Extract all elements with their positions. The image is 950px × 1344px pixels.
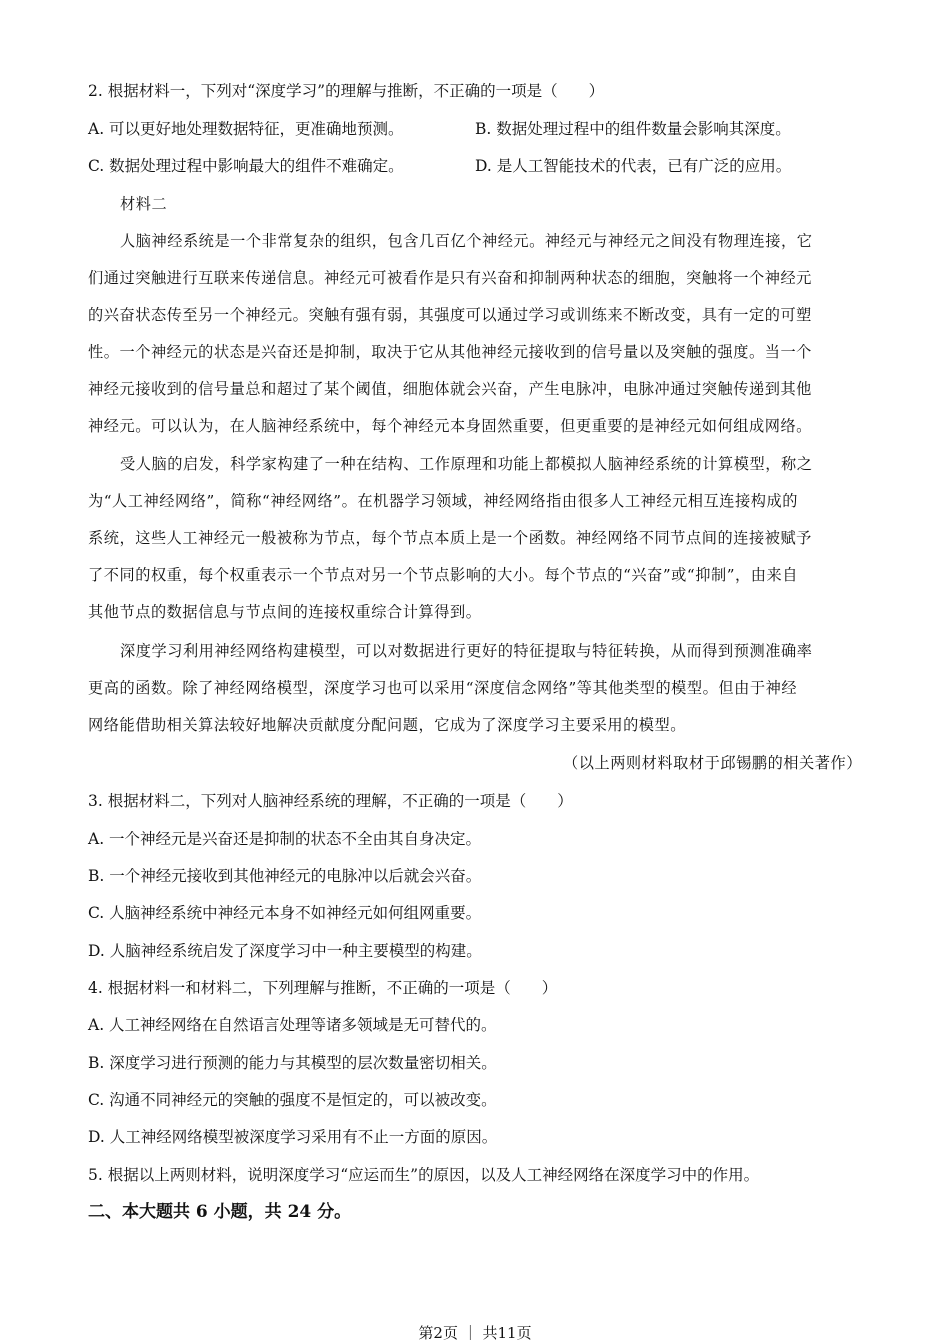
- paragraph-line: 了不同的权重，每个权重表示一个节点对另一个节点影响的大小。每个节点的“兴奋”或“抑制”，由来自: [88, 566, 798, 584]
- page-footer: 第2页 ｜ 共11页: [418, 1324, 532, 1342]
- paragraph-line: 网络能借助相关算法较好地解决贡献度分配问题，它成为了深度学习主要采用的模型。: [88, 716, 687, 734]
- paragraph-line: 的兴奋状态传至另一个神经元。突触有强有弱，其强度可以通过学习或训练来不断改变，具有一定的可塑: [88, 306, 812, 324]
- q3-option-a: A. 一个神经元是兴奋还是抑制的状态不全由其自身决定。: [88, 830, 482, 848]
- paragraph-line: 其他节点的数据信息与节点间的连接权重综合计算得到。: [88, 603, 482, 621]
- q2-option-b: B. 数据处理过程中的组件数量会影响其深度。: [475, 120, 791, 138]
- paragraph-line: 系统，这些人工神经元一般被称为节点，每个节点本质上是一个函数。神经网络不同节点间的连接被赋予: [88, 529, 812, 547]
- paragraph-line: 深度学习利用神经网络构建模型，可以对数据进行更好的特征提取与特征转换，从而得到预测准确率: [120, 642, 813, 660]
- q2-option-d: D. 是人工智能技术的代表，已有广泛的应用。: [475, 157, 792, 175]
- paragraph-line: 们通过突触进行互联来传递信息。神经元可被看作是只有兴奋和抑制两种状态的细胞，突触将一个神经元: [88, 269, 812, 287]
- q3-option-d: D. 人脑神经系统启发了深度学习中一种主要模型的构建。: [88, 942, 482, 960]
- paragraph-line: 更高的函数。除了神经网络模型，深度学习也可以采用“深度信念网络”等其他类型的模型。但由于神经: [88, 679, 798, 697]
- q3-stem: 3. 根据材料二，下列对人脑神经系统的理解，不正确的一项是（ ）: [88, 792, 573, 810]
- q4-option-a: A. 人工神经网络在自然语言处理等诸多领域是无可替代的。: [88, 1016, 497, 1034]
- section-2-heading: 二、本大题共 6 小题，共 24 分。: [88, 1202, 352, 1222]
- q4-stem: 4. 根据材料一和材料二，下列理解与推断，不正确的一项是（ ）: [88, 979, 558, 997]
- q2-stem: 2. 根据材料一，下列对“深度学习”的理解与推断，不正确的一项是（ ）: [88, 82, 605, 100]
- q3-option-b: B. 一个神经元接收到其他神经元的电脉冲以后就会兴奋。: [88, 867, 482, 885]
- paragraph-line: 为“人工神经网络”，简称“神经网络”。在机器学习领域，神经网络指由很多人工神经元相互连接构成的: [88, 492, 798, 510]
- q2-option-c: C. 数据处理过程中影响最大的组件不难确定。: [88, 157, 404, 175]
- q3-option-c: C. 人脑神经系统中神经元本身不如神经元如何组网重要。: [88, 904, 482, 922]
- paragraph-line: 人脑神经系统是一个非常复杂的组织，包含几百亿个神经元。神经元与神经元之间没有物理连接，它: [120, 232, 813, 250]
- q4-option-d: D. 人工神经网络模型被深度学习采用有不止一方面的原因。: [88, 1128, 498, 1146]
- paragraph-line: 性。一个神经元的状态是兴奋还是抑制，取决于它从其他神经元接收到的信号量以及突触的强度。当一个: [88, 343, 812, 361]
- paragraph-line: 神经元。可以认为，在人脑神经系统中，每个神经元本身固然重要，但更重要的是神经元如何组成网络。: [88, 417, 812, 435]
- q4-option-c: C. 沟通不同神经元的突触的强度不是恒定的，可以被改变。: [88, 1091, 497, 1109]
- material2-title: 材料二: [120, 195, 168, 213]
- material-source: （以上两则材料取材于邱锡鹏的相关著作）: [562, 754, 862, 772]
- paragraph-line: 受人脑的启发，科学家构建了一种在结构、工作原理和功能上都模拟人脑神经系统的计算模型，称之: [120, 455, 813, 473]
- q4-option-b: B. 深度学习进行预测的能力与其模型的层次数量密切相关。: [88, 1054, 497, 1072]
- q2-option-a: A. 可以更好地处理数据特征，更准确地预测。: [88, 120, 404, 138]
- paragraph-line: 神经元接收到的信号量总和超过了某个阈值，细胞体就会兴奋，产生电脉冲，电脉冲通过突触传递到其他: [88, 380, 812, 398]
- q5-stem: 5. 根据以上两则材料，说明深度学习“应运而生”的原因，以及人工神经网络在深度学习中的作用。: [88, 1166, 760, 1184]
